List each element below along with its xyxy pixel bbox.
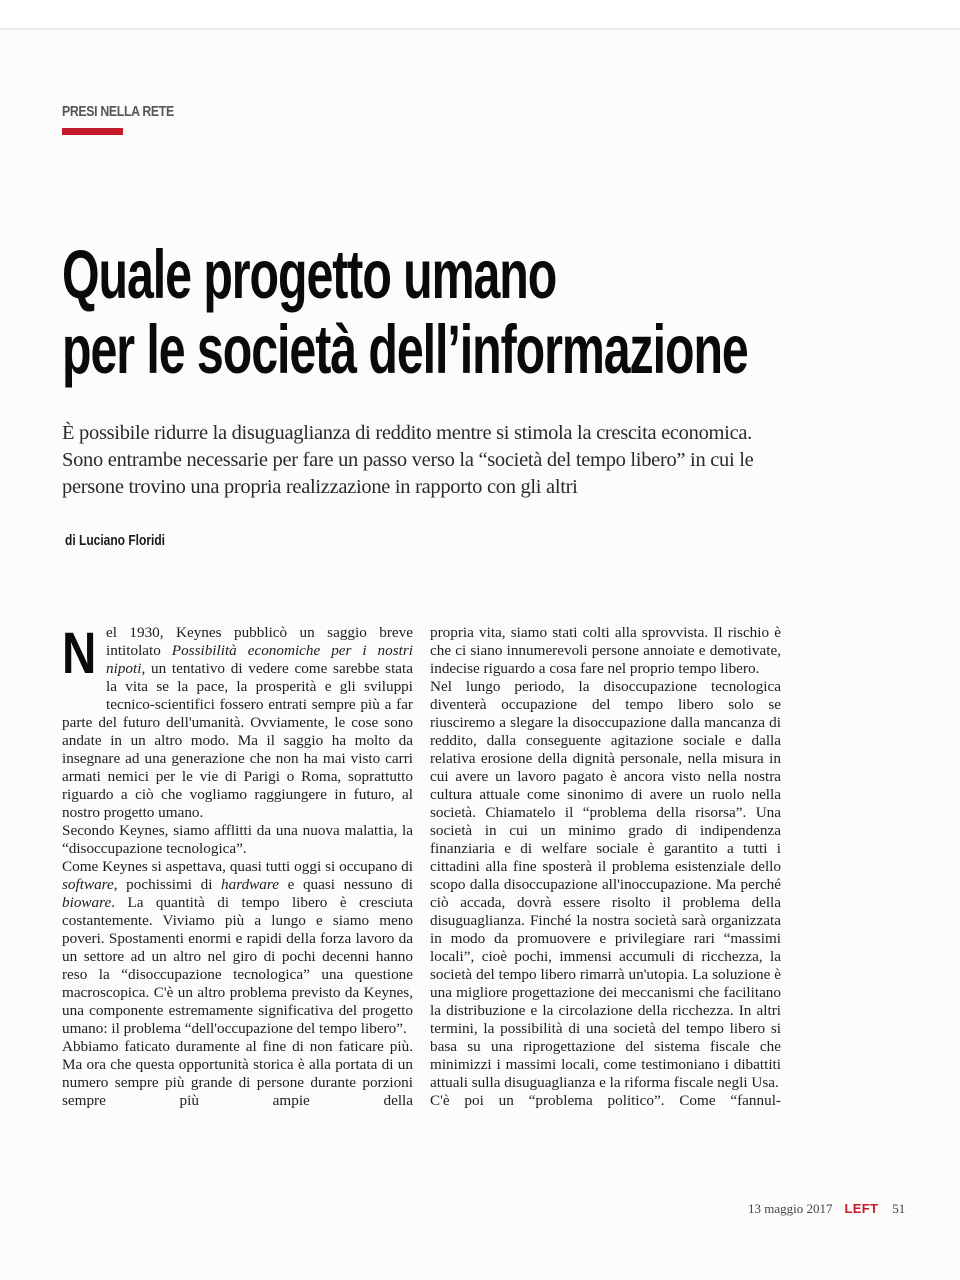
paragraph: C'è poi un “problema politico”. Come “fannul- xyxy=(430,1092,781,1109)
headline xyxy=(62,237,748,387)
magazine-brand: LEFT xyxy=(844,1201,879,1216)
standfirst-line-3: persone trovino una propria realizzazione in rapporto con gli altri xyxy=(62,476,578,498)
headline-line-2: per le società dell’informazione xyxy=(62,311,748,388)
paragraph-text: , pochissimi di xyxy=(113,876,222,893)
paragraph: Secondo Keynes, siamo afflitti da una nuova malattia, la “disoccupazione tecnologica”. xyxy=(62,822,413,857)
italic-term: hardware xyxy=(221,876,279,893)
byline: di Luciano Floridi xyxy=(65,532,165,549)
article-column-left xyxy=(62,621,413,1110)
standfirst xyxy=(62,420,822,501)
headline-line-1: Quale progetto umano xyxy=(62,236,557,313)
section-accent-bar xyxy=(62,128,123,135)
paragraph-text: e quasi nessuno di xyxy=(278,876,413,893)
issue-date: 13 maggio 2017 xyxy=(748,1201,833,1216)
article-column-right xyxy=(430,624,781,1110)
standfirst-line-1: È possibile ridurre la disuguaglianza di reddito mentre si stimola la crescita economica. xyxy=(62,422,753,444)
italic-term: bioware xyxy=(62,894,112,911)
dropcap-container xyxy=(62,621,97,714)
page-footer xyxy=(748,1201,905,1217)
section-label: PRESI NELLA RETE xyxy=(62,103,174,120)
paragraph-text: . La quantità di tempo libero è cresciuta costantemente. Viviamo più a lungo e siamo meno poveri. Spostamenti enormi e rapidi della forza lavoro da un settore ad un altro nel giro di pochi decenni hanno reso la “disoccupazione tecnologica” una questione macroscopica. C'è un altro problema previsto da Keynes, una componente estremamente significativa del progetto umano: il problema “dell'occupazione del tempo libero”. xyxy=(62,894,413,1037)
paragraph xyxy=(62,621,413,822)
paragraph-text: el 1930, Keynes pubblicò un saggio breve intitolato xyxy=(106,624,413,659)
paragraph: propria vita, siamo stati colti alla sprovvista. Il rischio è che ci siano innumerevoli persone annoiate e demotivate, indecise riguardo a cosa fare nel proprio tempo libero. xyxy=(430,624,781,677)
page-number: 51 xyxy=(892,1201,906,1216)
standfirst-line-2: Sono entrambe necessarie per fare un passo verso la “società del tempo libero” in cui le xyxy=(62,449,754,471)
top-bar xyxy=(0,0,960,30)
italic-term: software xyxy=(62,876,114,893)
paragraph: Nel lungo periodo, la disoccupazione tecnologica diventerà occupazione del tempo libero solo se riusciremo a slegare la disoccupazione dalla mancanza di reddito, dalla conseguente agitazione sociale e dalla relativa erosione della dignità personale, nella misura in cui avere un lavoro pagato è ancora visto nella nostra cultura attuale come sinonimo di avere un ruolo nella società. Chiamatelo il “problema della risorsa”. Una società in cui un minimo grado di indipendenza finanziaria e di welfare sociale è garantito a tutti i cittadini alla fine sposterà il problema esistenziale dello scopo dalla disoccupazione all'inoccupazione. Ma perché ciò accada, dovrà essere risolto il problema della disuguaglianza. Finché la nostra società sarà organizzata in modo da promuovere e privilegiare rari “massimi locali”, cioè pochi, immensi accumuli di ricchezza, la società del tempo libero rimarrà un'utopia. La soluzione è una migliore progettazione dei meccanismi che facilitano la distribuzione e la circolazione della ricchezza. In altri termini, la possibilità di una società del tempo libero si basa su una riprogettazione del sistema fiscale che minimizzi i massimi locali, come testimoniano i dibattiti attuali sulla disuguaglianza e la riforma fiscale negli Usa. xyxy=(430,678,781,1091)
paragraph-text: Come Keynes si aspettava, quasi tutti oggi si occupano di xyxy=(62,858,413,875)
paragraph xyxy=(62,858,413,1038)
book-title: Possibilità economiche per i nostri nipoti xyxy=(106,642,413,677)
paragraph: Abbiamo faticato duramente al fine di non faticare più. Ma ora che questa opportunità storica è alla portata di un numero sempre più grande di persone durante porzioni sempre più ampie della xyxy=(62,1038,413,1109)
paragraph-text: , un tentativo di vedere come sarebbe stata la vita se la pace, la prosperità e gli sviluppi tecnico-scientifici fossero entrati sempre più a far parte del futuro dell'umanità. Ovviamente, le cose sono andate in un altro modo. Ma il saggio ha molto da insegnare ad una generazione che non ha mai visto carri armati nemici per le vie di Parigi o Roma, soprattutto riguardo a ciò che vogliamo raggiungere in futuro, al nostro progetto umano. xyxy=(62,660,413,821)
dropcap: N xyxy=(62,621,97,686)
